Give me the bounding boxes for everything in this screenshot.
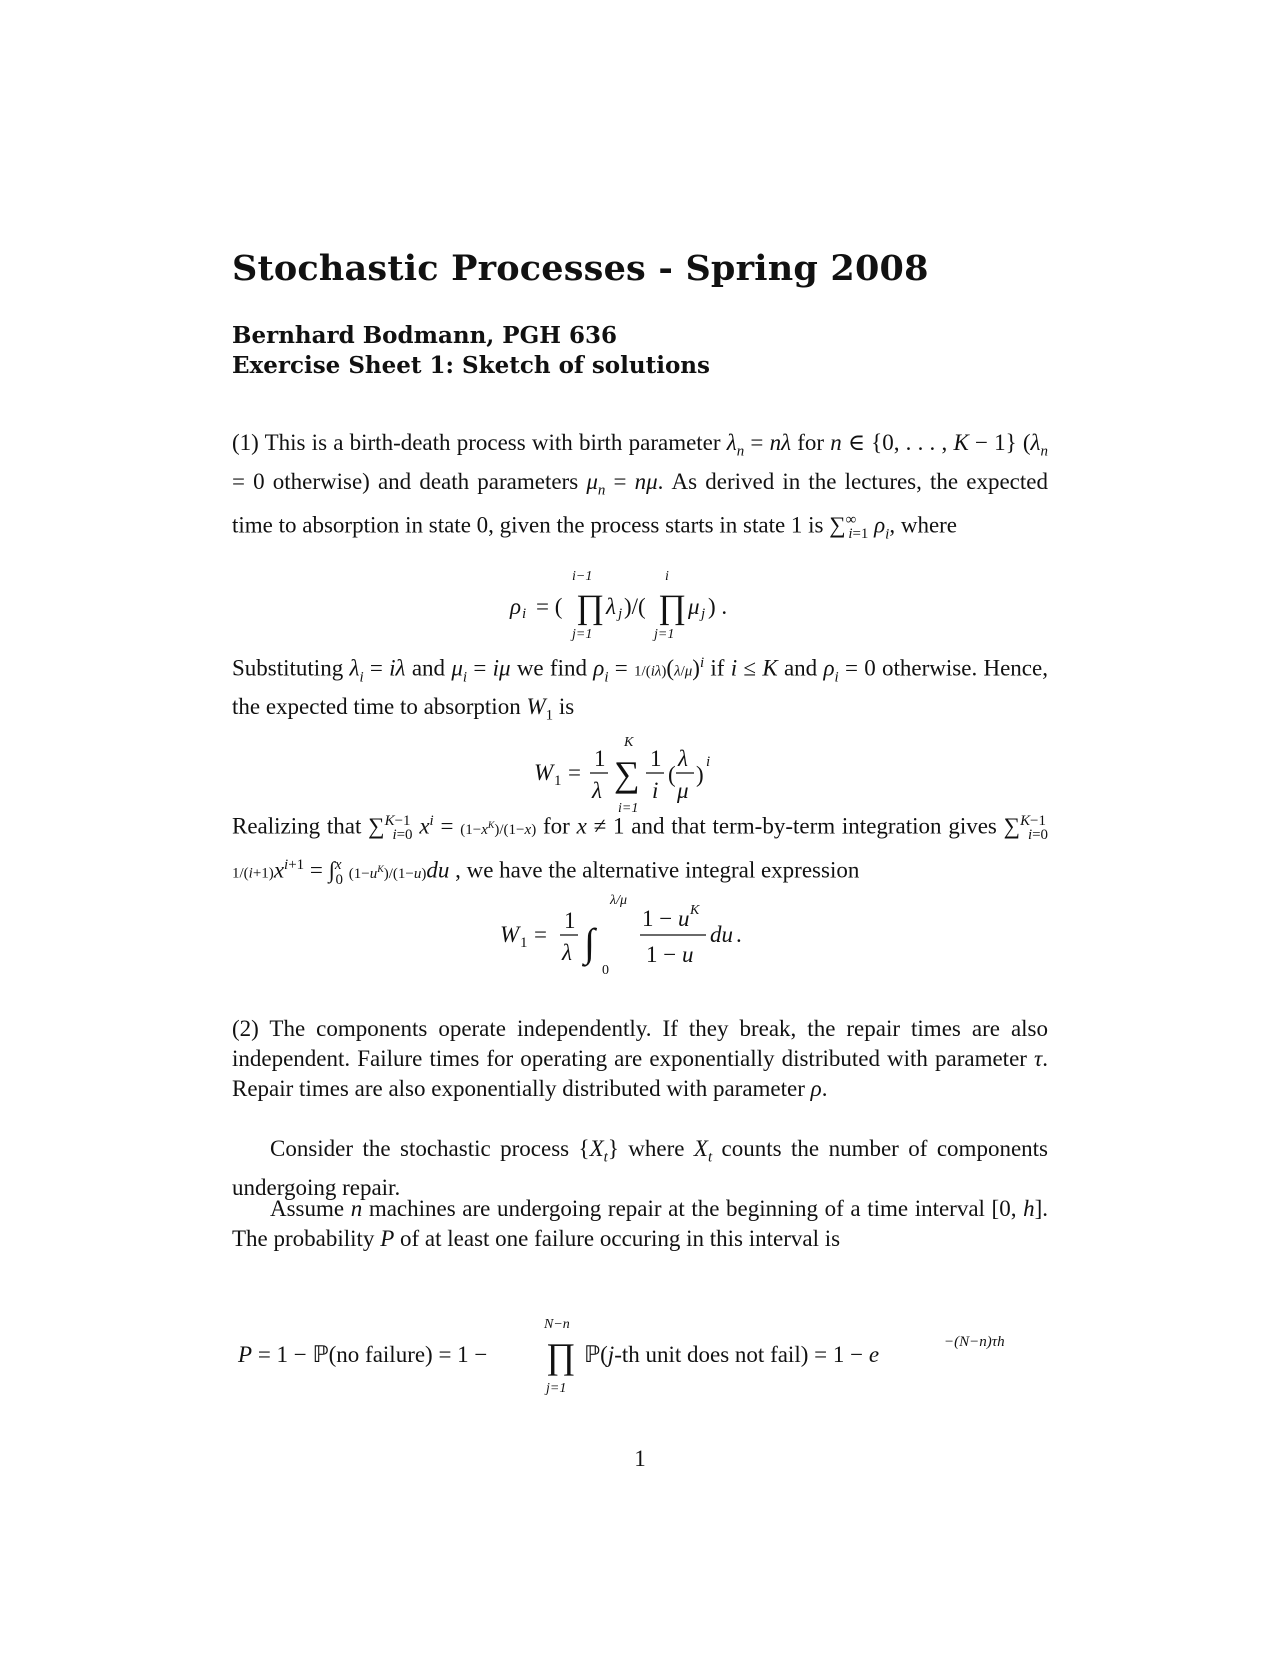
svg-text:=: = xyxy=(534,922,547,947)
author-line: Bernhard Bodmann, PGH 636 xyxy=(232,322,617,349)
equation-w1-sum xyxy=(530,730,750,816)
svg-text:1: 1 xyxy=(650,746,662,771)
svg-text:μ: μ xyxy=(688,594,700,619)
paragraph-3: Realizing that ∑$^{K-1}_{i=0}$ $x^i = (1-x^K)/(1-x)$ for x ≠ 1 and that term-by-term integration gives ∑$^{K-1}_{i=0}$ $1/(i+1)x^{i+1} = \int^x_0$ $(1-u^K)/(1-u)du$ , we have the alternative integral expression xyxy=(232,813,1048,888)
document-title: Stochastic Processes - Spring 2008 xyxy=(232,248,929,289)
svg-text:du: du xyxy=(710,922,733,947)
svg-text:j: j xyxy=(701,606,706,622)
paragraph-5: Consider the stochastic process $\{X_t\}$ where $X_t$ counts the number of components undergoing repair. xyxy=(232,1136,1048,1200)
svg-text:−(N−n)τh: −(N−n)τh xyxy=(944,1334,1005,1350)
svg-text:0: 0 xyxy=(602,963,609,978)
svg-text:K: K xyxy=(690,903,700,918)
svg-text:K: K xyxy=(624,735,634,750)
svg-text:1: 1 xyxy=(554,773,562,789)
svg-text:λ: λ xyxy=(606,594,616,619)
svg-text:1 − u: 1 − u xyxy=(646,942,694,967)
svg-text:1 − u: 1 − u xyxy=(642,906,690,931)
equation-w1-sum-svg xyxy=(530,730,750,816)
svg-text:∑: ∑ xyxy=(614,754,640,794)
svg-text:i: i xyxy=(652,778,659,803)
equation-rho xyxy=(500,566,760,642)
svg-text:i: i xyxy=(706,754,711,770)
svg-text:∏: ∏ xyxy=(546,1336,576,1376)
svg-text:∏: ∏ xyxy=(576,589,604,626)
subtitle-line: Exercise Sheet 1: Sketch of solutions xyxy=(232,352,710,379)
svg-text:λ: λ xyxy=(592,778,602,803)
svg-text:W: W xyxy=(500,922,520,947)
svg-text:N−n: N−n xyxy=(544,1317,570,1332)
svg-text:i: i xyxy=(522,606,527,622)
svg-text:∏: ∏ xyxy=(658,589,686,626)
equation-rho-svg xyxy=(500,566,760,642)
svg-text:1: 1 xyxy=(564,908,576,933)
svg-text:P = 1 − ℙ(no failure) = 1 −: P = 1 − ℙ(no failure) = 1 − xyxy=(238,1342,488,1367)
svg-text:)/(: )/( xyxy=(624,594,646,619)
paragraph-2: Substituting $\lambda_i = i\lambda$ and $\mu_i = i\mu$ we find $\rho_i = 1/(i\lambda)(\lambda/\mu)^i$ if i ≤ K and $\rho_i = 0$ otherwise. Hence, the expected time to absorption $W_1$ is xyxy=(232,655,1048,724)
paragraph-1: (1) This is a birth-death process with birth parameter $\lambda_n = n\lambda$ for n ∈ {0, . . . , K − 1} ($\lambda_n = 0$ otherwise) and death parameters $\mu_n = n\mu$. As derived in the lectures, the expected time to absorption in state 0, given the process starts in state 1 is $\sum^\infty_{i=1}$ $\rho_i$, where xyxy=(232,430,1048,543)
paragraph-6: Assume n machines are undergoing repair at the beginning of a time interval [0, h]. The probability P of at least one failure occuring in this interval is xyxy=(232,1196,1048,1251)
svg-text:λ: λ xyxy=(678,746,688,771)
svg-text:1: 1 xyxy=(520,935,528,951)
svg-text:) .: ) . xyxy=(708,594,728,619)
svg-text:ℙ(j-th unit does not fail) = 1: ℙ(j-th unit does not fail) = 1 − e xyxy=(584,1342,880,1367)
equation-p-failure-svg xyxy=(238,1316,1038,1396)
paragraph-4: (2) The components operate independently. If they break, the repair times are also independent. Failure times for operating are exponentially distributed with parameter τ. Repair times are also exponentially distributed with parameter ρ. xyxy=(232,1016,1048,1101)
svg-text:i−1: i−1 xyxy=(572,569,593,584)
svg-text:i: i xyxy=(665,569,669,584)
equation-w1-integral-svg xyxy=(496,890,776,980)
svg-text:1: 1 xyxy=(594,746,606,771)
svg-text:μ: μ xyxy=(677,778,689,803)
svg-text:= (: = ( xyxy=(536,594,563,619)
svg-text:): ) xyxy=(696,762,704,787)
equation-w1-integral xyxy=(496,890,776,980)
svg-text:j=1: j=1 xyxy=(654,627,675,642)
svg-text:i=1: i=1 xyxy=(618,801,639,816)
svg-text:∫: ∫ xyxy=(584,920,595,965)
svg-text:j=1: j=1 xyxy=(546,1381,567,1396)
svg-text:=: = xyxy=(568,760,581,785)
equation-p-failure xyxy=(238,1316,1038,1396)
svg-text:λ: λ xyxy=(562,940,572,965)
page-number: 1 xyxy=(634,1446,646,1471)
svg-text:j=1: j=1 xyxy=(572,627,593,642)
svg-text:W: W xyxy=(534,760,554,785)
svg-text:j: j xyxy=(618,606,623,622)
svg-text:ρ: ρ xyxy=(510,594,522,619)
svg-text:λ/μ: λ/μ xyxy=(610,893,627,908)
svg-text:.: . xyxy=(736,922,742,947)
svg-text:(: ( xyxy=(668,762,676,787)
